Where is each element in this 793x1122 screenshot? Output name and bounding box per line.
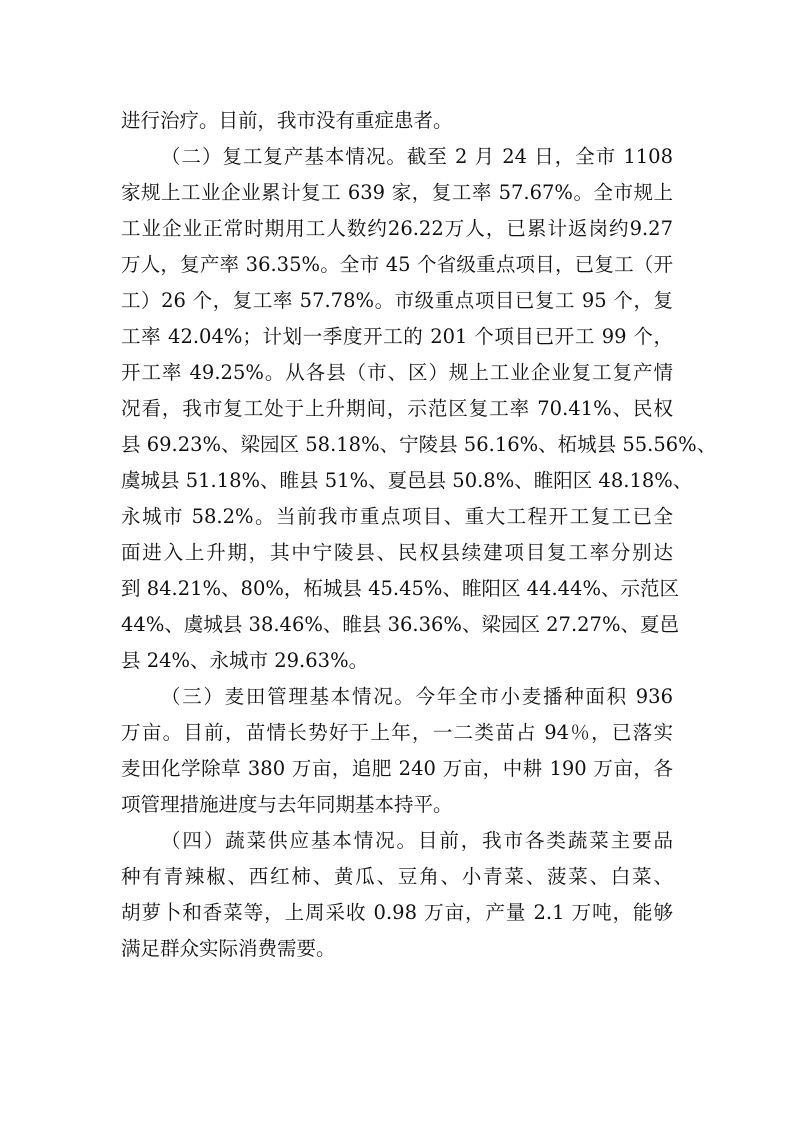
- paragraph-vegetable-supply: [121, 823, 673, 967]
- paragraph-line: 种有青辣椒、西红柿、黄瓜、豆角、小青菜、菠菜、白菜、: [121, 865, 673, 888]
- paragraph-line: 县 69.23%、梁园区 58.18%、宁陵县 56.16%、柘城县 55.56%、: [121, 433, 717, 456]
- paragraph-line: 开工率 49.25%。从各县（市、区）规上工业企业复工复产情: [121, 361, 673, 384]
- paragraph-line: 面进入上升期，其中宁陵县、民权县续建项目复工率分别达: [121, 541, 673, 564]
- paragraph-heading-line: （四）蔬菜供应基本情况。目前，我市各类蔬菜主要品: [161, 829, 673, 852]
- paragraph-line: 万亩。目前，苗情长势好于上年，一二类苗占 94％，已落实: [121, 721, 673, 744]
- paragraph-line: 麦田化学除草 380 万亩，追肥 240 万亩，中耕 190 万亩，各: [121, 757, 673, 780]
- paragraph-line: 到 84.21%、80%，柘城县 45.45%、睢阳区 44.44%、示范区: [121, 577, 679, 600]
- paragraph-line: 永城市 58.2%。当前我市重点项目、重大工程开工复工已全: [121, 505, 673, 528]
- paragraph-line: 胡萝卜和香菜等，上周采收 0.98 万亩，产量 2.1 万吨，能够: [121, 901, 673, 924]
- paragraph-line: 进行治疗。目前，我市没有重症患者。: [121, 109, 453, 132]
- paragraph-line: 家规上工业企业累计复工 639 家，复工率 57.67%。全市规上: [121, 181, 673, 204]
- paragraph-line: 万人，复产率 36.35%。全市 45 个省级重点项目，已复工（开: [121, 253, 673, 276]
- paragraph-line: 县 24%、永城市 29.63%。: [121, 649, 369, 672]
- paragraph-treatment: [121, 103, 673, 139]
- document-body: [121, 103, 717, 967]
- paragraph-wheat-field: [121, 679, 673, 823]
- paragraph-heading-line: （三）麦田管理基本情况。今年全市小麦播种面积 936: [161, 685, 673, 708]
- paragraph-resumption: [121, 139, 717, 679]
- paragraph-line: 满足群众实际消费需要。: [121, 937, 336, 960]
- paragraph-heading-line: （二）复工复产基本情况。截至 2 月 24 日，全市 1108: [161, 145, 673, 168]
- paragraph-line: 况看，我市复工处于上升期间，示范区复工率 70.41%、民权: [121, 397, 673, 420]
- paragraph-line: 工率 42.04%；计划一季度开工的 201 个项目已开工 99 个，: [121, 325, 673, 348]
- paragraph-line: 工业企业正常时期用工人数约26.22万人，已累计返岗约9.27: [121, 217, 673, 240]
- paragraph-line: 项管理措施进度与去年同期基本持平。: [121, 793, 453, 816]
- paragraph-line: 44%、虞城县 38.46%、睢县 36.36%、梁园区 27.27%、夏邑: [121, 613, 679, 636]
- paragraph-line: 虞城县 51.18%、睢县 51%、夏邑县 50.8%、睢阳区 48.18%、: [121, 469, 693, 492]
- paragraph-line: 工）26 个，复工率 57.78%。市级重点项目已复工 95 个，复: [121, 289, 673, 312]
